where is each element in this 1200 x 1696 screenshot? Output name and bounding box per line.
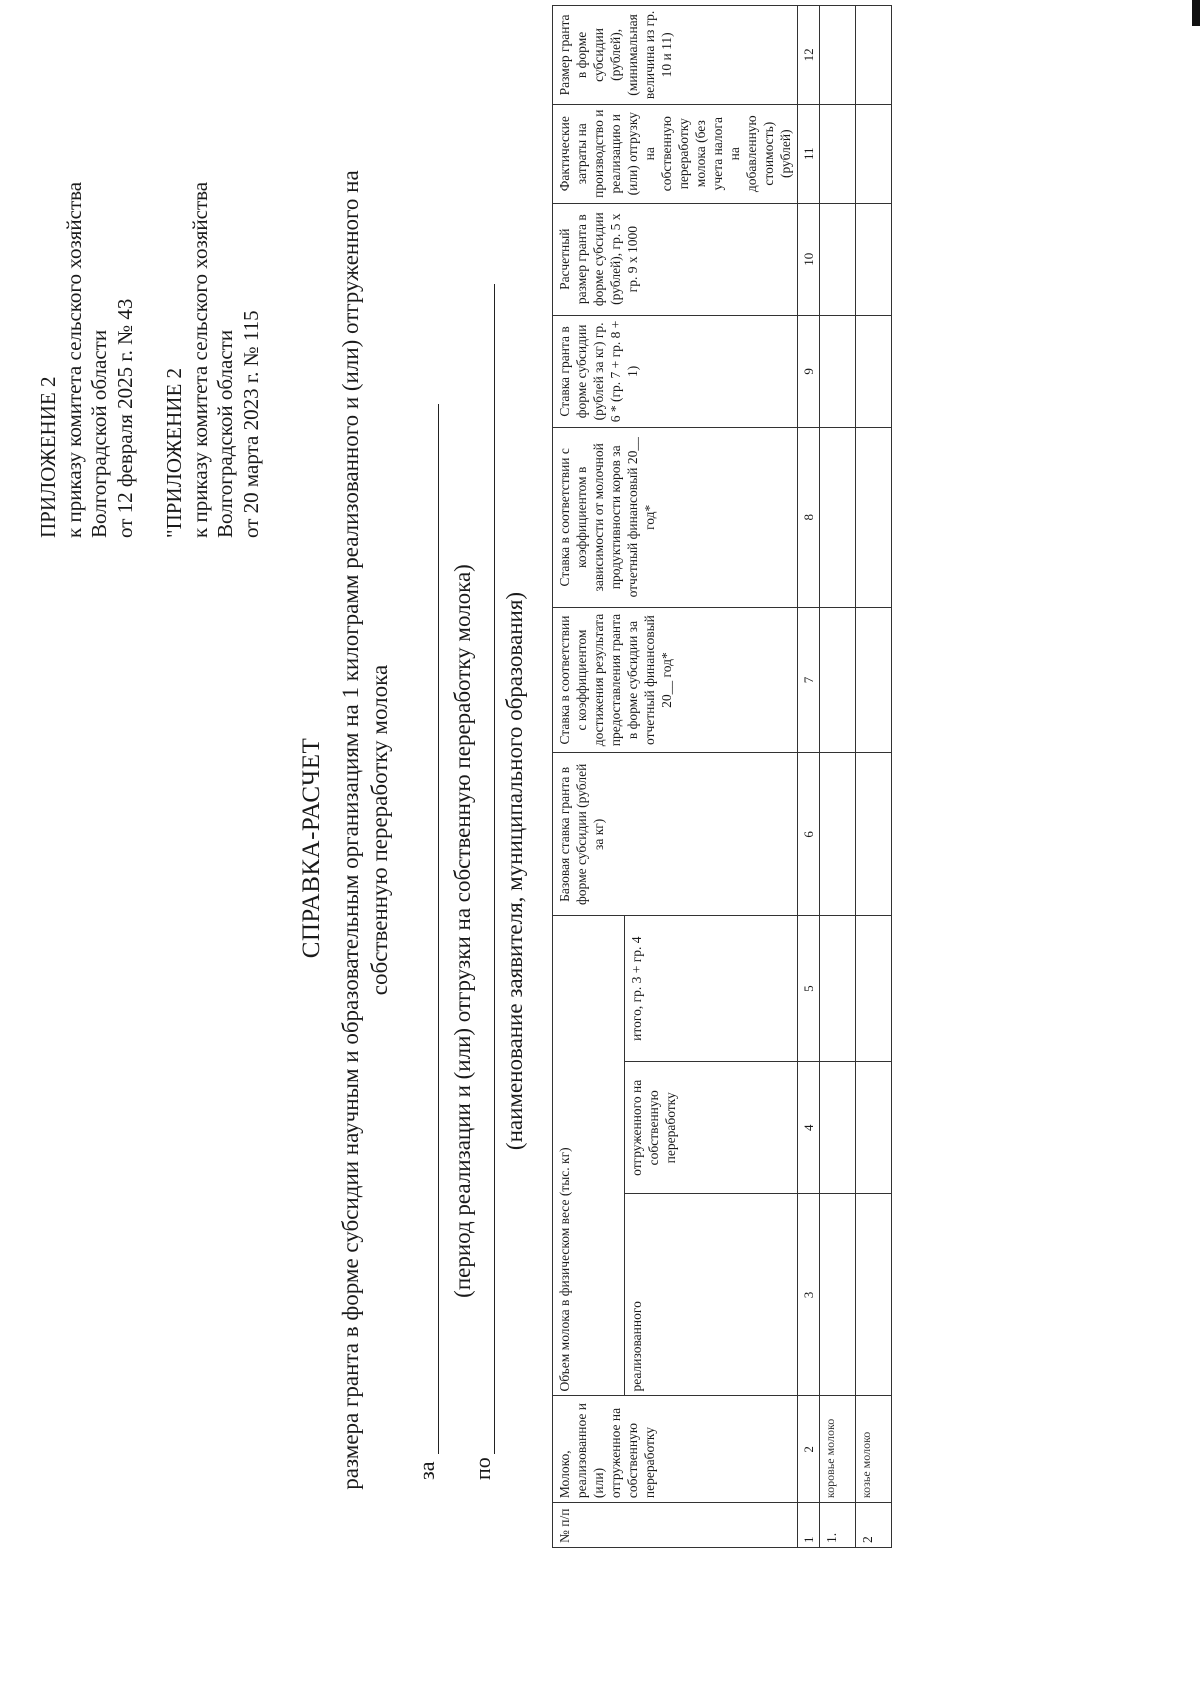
header-col6: Базовая ставка гранта в форме субсидии (рублей за кг)	[553, 753, 798, 916]
column-number-row	[798, 6, 820, 1548]
appendix-current-line1: ПРИЛОЖЕНИЕ 2	[36, 376, 60, 538]
empty-cell	[820, 1062, 856, 1194]
header-col1: № п/п	[553, 1503, 798, 1548]
empty-cell	[856, 104, 892, 203]
row-milk-type: козье молоко	[856, 1396, 892, 1503]
header-col12: Размер гранта в форме субсидии (рублей), (минимальная величина из гр. 10 и 11)	[553, 6, 798, 105]
empty-cell	[856, 916, 892, 1062]
header-col11: Фактические затраты на производство и реализацию и (или) отгрузку на собственную переработку молока (без учета налога на добавленную стоимость) (рублей)	[553, 104, 798, 203]
table-row-goat-milk	[856, 6, 892, 1548]
column-number: 11	[798, 104, 820, 203]
appendix-previous	[162, 18, 264, 538]
appendix-previous-line3: Волгоградской области	[213, 329, 237, 538]
column-number: 12	[798, 6, 820, 105]
empty-cell	[820, 753, 856, 916]
empty-cell	[856, 428, 892, 608]
period-fill-line	[438, 404, 439, 1454]
empty-cell	[856, 607, 892, 753]
calculation-table	[552, 5, 892, 1548]
appendix-current-line4: от 12 февраля 2025 г. № 43	[112, 298, 137, 538]
column-number: 7	[798, 607, 820, 753]
table-header-row-1	[553, 6, 625, 1548]
recipient-caption: (наименование заявителя, муниципального образования)	[502, 591, 527, 1151]
empty-cell	[856, 1062, 892, 1194]
appendix-previous-line1: "ПРИЛОЖЕНИЕ 2	[162, 367, 186, 538]
appendix-previous-line2: к приказу комитета сельского хозяйства	[187, 181, 212, 538]
column-number: 4	[798, 1062, 820, 1194]
header-volume-group: Объем молока в физическом весе (тыс. кг)	[553, 916, 625, 1396]
header-col3: реализованного	[624, 1194, 797, 1396]
column-number: 8	[798, 428, 820, 608]
empty-cell	[820, 104, 856, 203]
appendix-current	[36, 18, 138, 538]
column-number: 9	[798, 315, 820, 427]
recipient-fill-line	[494, 284, 495, 1454]
appendix-header	[36, 18, 288, 538]
empty-cell	[856, 203, 892, 315]
header-col2: Молоко, реализованное и (или) отгруженное на собственную переработку	[553, 1396, 798, 1503]
document-subtitle: размера гранта в форме субсидии научным и образовательным организациям на 1 килограмм реализованного и (или) отгруженного на собственную переработку молока	[338, 170, 392, 1490]
empty-cell	[820, 315, 856, 427]
empty-cell	[820, 607, 856, 753]
column-number: 2	[798, 1396, 820, 1503]
empty-cell	[856, 1194, 892, 1396]
row-number: 2	[856, 1503, 892, 1548]
header-col9: Ставка гранта в форме субсидии (рублей за кг) гр. 6 * (гр. 7 + гр. 8 + 1)	[553, 315, 798, 427]
column-number: 10	[798, 203, 820, 315]
header-col8: Ставка в соответствии с коэффициентом в зависимости от молочной продуктивности коров за отчетный финансовый 20__ год*	[553, 428, 798, 608]
period-prefix: за	[414, 1461, 439, 1480]
document-title: СПРАВКА-РАСЧЕТ	[298, 737, 325, 959]
empty-cell	[856, 315, 892, 427]
column-number: 6	[798, 753, 820, 916]
row-milk-type: коровье молоко	[820, 1396, 856, 1503]
header-col4: отгруженного на собственную переработку	[624, 1062, 797, 1194]
empty-cell	[856, 6, 892, 105]
row-number: 1.	[820, 1503, 856, 1548]
header-col10: Расчетный размер гранта в форме субсидии (рублей), гр. 5 х гр. 9 х 1000	[553, 203, 798, 315]
appendix-previous-line4: от 20 марта 2023 г. № 115	[238, 310, 263, 538]
empty-cell	[820, 6, 856, 105]
empty-cell	[820, 203, 856, 315]
header-col5: итого, гр. 3 + гр. 4	[624, 916, 797, 1062]
empty-cell	[856, 753, 892, 916]
table-row-cow-milk	[820, 6, 856, 1548]
recipient-prefix: по	[470, 1457, 495, 1480]
column-number: 5	[798, 916, 820, 1062]
appendix-current-line3: Волгоградской области	[87, 329, 111, 538]
column-number: 1	[798, 1503, 820, 1548]
empty-cell	[820, 916, 856, 1062]
column-number: 3	[798, 1194, 820, 1396]
empty-cell	[820, 1194, 856, 1396]
header-col7: Ставка в соответствии с коэффициентом достижения результата предоставления гранта в форме субсидии за отчетный финансовый 20__ год*	[553, 607, 798, 753]
period-caption: (период реализации и (или) отгрузки на собственную переработку молока)	[450, 564, 475, 1298]
appendix-current-line2: к приказу комитета сельского хозяйства	[61, 181, 86, 538]
empty-cell	[820, 428, 856, 608]
